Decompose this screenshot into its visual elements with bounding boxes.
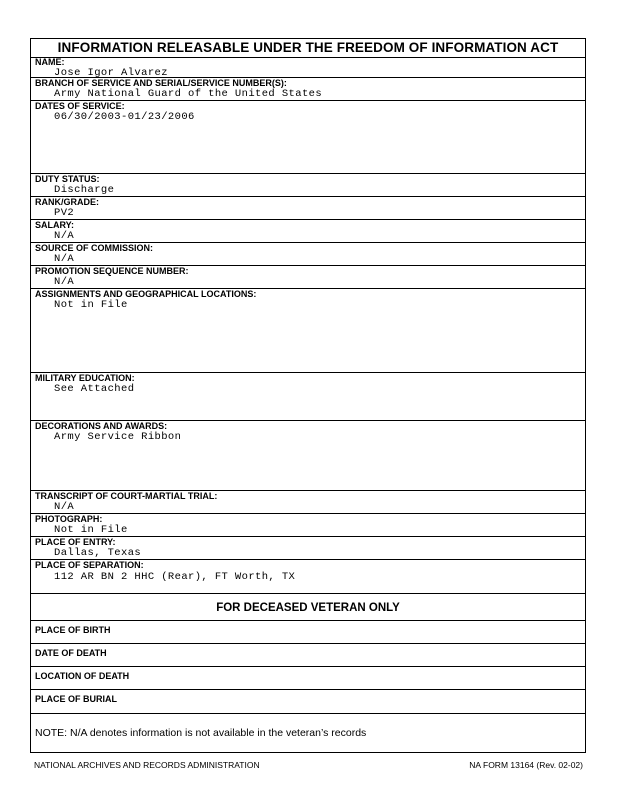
field-label: DECORATIONS AND AWARDS: bbox=[35, 421, 168, 431]
field-label: PHOTOGRAPH: bbox=[35, 514, 103, 524]
field-label: DATE OF DEATH bbox=[35, 648, 107, 658]
field-place-of-birth bbox=[31, 621, 585, 644]
field-value: Jose Igor Alvarez bbox=[54, 67, 168, 79]
field-label: SOURCE OF COMMISSION: bbox=[35, 243, 154, 253]
deceased-header-row bbox=[31, 594, 585, 621]
field-label: LOCATION OF DEATH bbox=[35, 671, 130, 681]
field-value: 112 AR BN 2 HHC (Rear), FT Worth, TX bbox=[54, 571, 296, 583]
footer-form-number: NA FORM 13164 (Rev. 02-02) bbox=[469, 760, 583, 770]
field-source-of-commission bbox=[31, 243, 585, 266]
field-branch bbox=[31, 78, 585, 101]
field-value: See Attached bbox=[54, 383, 135, 395]
field-value: PV2 bbox=[54, 207, 75, 219]
field-rank-grade bbox=[31, 197, 585, 220]
footer-agency: NATIONAL ARCHIVES AND RECORDS ADMINISTRATION bbox=[34, 760, 260, 770]
field-place-of-entry bbox=[31, 537, 585, 560]
deceased-section-header: FOR DECEASED VETERAN ONLY bbox=[216, 602, 400, 614]
field-assignments bbox=[31, 289, 585, 373]
form-title: INFORMATION RELEASABLE UNDER THE FREEDOM OF INFORMATION ACT bbox=[31, 39, 585, 58]
field-label: MILITARY EDUCATION: bbox=[35, 373, 135, 383]
field-label: RANK/GRADE: bbox=[35, 197, 99, 207]
field-value: 06/30/2003-01/23/2006 bbox=[54, 111, 195, 123]
field-duty-status bbox=[31, 174, 585, 197]
field-label: PLACE OF SEPARATION: bbox=[35, 560, 144, 570]
field-value: Discharge bbox=[54, 184, 115, 196]
field-label: NAME: bbox=[35, 57, 65, 67]
field-label: SALARY: bbox=[35, 220, 74, 230]
field-name bbox=[31, 57, 585, 78]
field-promotion-sequence bbox=[31, 266, 585, 289]
field-value: N/A bbox=[54, 276, 75, 288]
field-photograph bbox=[31, 514, 585, 537]
field-value: Dallas, Texas bbox=[54, 547, 142, 559]
field-value: N/A bbox=[54, 230, 75, 242]
field-value: N/A bbox=[54, 501, 75, 513]
field-dates-of-service bbox=[31, 101, 585, 174]
field-label: ASSIGNMENTS AND GEOGRAPHICAL LOCATIONS: bbox=[35, 289, 257, 299]
field-location-of-death bbox=[31, 667, 585, 690]
field-decorations-awards bbox=[31, 421, 585, 491]
field-label: PLACE OF BURIAL bbox=[35, 694, 117, 704]
field-court-martial bbox=[31, 491, 585, 514]
field-value: Not in File bbox=[54, 299, 128, 311]
foia-form bbox=[30, 38, 586, 753]
field-place-of-separation bbox=[31, 560, 585, 594]
field-salary bbox=[31, 220, 585, 243]
field-military-education bbox=[31, 373, 585, 421]
field-label: DUTY STATUS: bbox=[35, 174, 100, 184]
field-label: TRANSCRIPT OF COURT-MARTIAL TRIAL: bbox=[35, 491, 218, 501]
field-label: DATES OF SERVICE: bbox=[35, 101, 125, 111]
field-value: Not in File bbox=[54, 524, 128, 536]
field-date-of-death bbox=[31, 644, 585, 667]
field-value: Army National Guard of the United States bbox=[54, 88, 323, 100]
field-place-of-burial bbox=[31, 690, 585, 714]
field-value: N/A bbox=[54, 253, 75, 265]
field-label: PLACE OF ENTRY: bbox=[35, 537, 116, 547]
field-label: PROMOTION SEQUENCE NUMBER: bbox=[35, 266, 189, 276]
field-label: BRANCH OF SERVICE AND SERIAL/SERVICE NUMBER(S): bbox=[35, 78, 287, 88]
field-value: Army Service Ribbon bbox=[54, 431, 182, 443]
field-label: PLACE OF BIRTH bbox=[35, 625, 111, 635]
records-note: NOTE: N/A denotes information is not available in the veteran’s records bbox=[35, 727, 367, 739]
